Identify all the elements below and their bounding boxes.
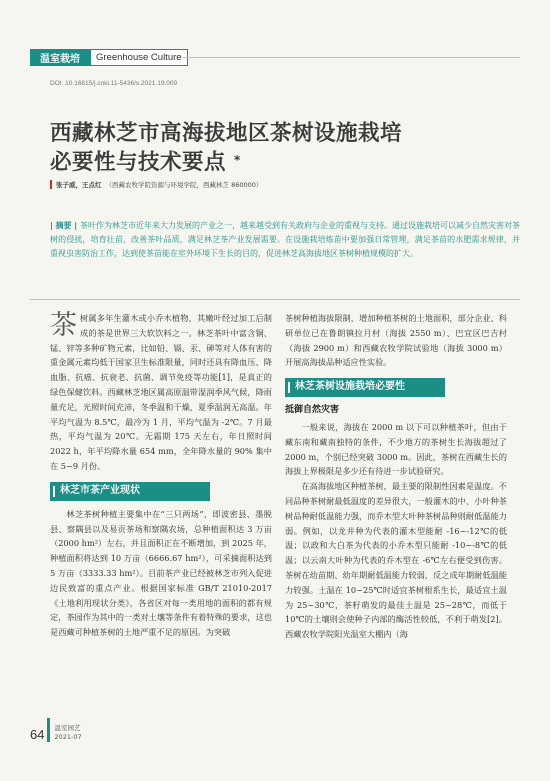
column-label-cn: 温室栽培	[30, 49, 90, 66]
author-affiliation: （西藏农牧学院资源与环境学院，西藏林芝 860000）	[105, 181, 263, 189]
abstract: | 摘要 | 茶叶作为林芝市近年来大力发展的产业之一，越来越受到有关政府与企业的重视与支持。通过设施栽培可以减少自然灾害对茶树的侵扰，培育壮苗，改善茶叶品质，满足林芝茶产业发展需要。在设施栽培炼苗中要加强日常管理，满足茶苗的水肥需求规律，并重视虫害防治工作，达到使茶苗能在室外环境下生长的目的，促进林芝高海拔地区茶树种植规模的扩大。	[50, 221, 521, 258]
column-label-en: Greenhouse Culture	[90, 49, 188, 66]
section-heading-industry: 林芝市茶产业现状	[50, 482, 210, 501]
author-accent-bar	[50, 180, 52, 189]
column-tag	[30, 49, 188, 66]
journal-meta	[54, 724, 81, 742]
altitude-paragraph: 一般来说，海拔在 2000 m 以下可以种植茶叶，但由于藏东南和藏南独特的条件，不少地方的茶树生长海拔超过了 2000 m，个别已经突破 3000 m。因此，茶树在西藏生长的海拔上界极限是多少还有待进一步试验研究。	[285, 421, 507, 477]
continued-paragraph: 茶树种植海拔限制，增加种植茶树的土地面积，部分企业、科研单位已在鲁朗镇拉月村（海拔 2550 m）、巴宜区巴吉村（海拔 2900 m）和西藏农牧学院试验地（海拔 3000 m）开展高海拔品种适应性实验。	[285, 313, 507, 368]
author-line	[50, 180, 262, 189]
industry-paragraph: 林芝茶树种植主要集中在“三只两场”，即波密县、墨脱县、察隅县以及易贡茶场和察隅农场，总种植面积达 3 万亩（2000 hm²）左右，并且面积正在不断增加，到 2025 年，种植面积将达到 10 万亩（6666.67 hm²），可采摘面积达到 5 万亩（3333.33 hm²）。目前茶产业已经被林芝市列入促进边民致富的重点产业。根据国家标准 GB/T 21010-2017《土地利用现状分类》，各省区对每一类用地的面积的都有规定，茶园作为其中的一类对土壤等条件有着特殊的要求，这也是西藏可种植茶树的土地严重不足的原因。为突破	[50, 508, 272, 638]
header-rule	[183, 57, 520, 58]
title-footnote-mark: *	[234, 153, 241, 167]
subheading-disaster: 抵御自然灾害	[285, 405, 340, 416]
temperature-paragraph: 在高海拔地区种植茶树，最主要的限制性因素是温度。不同品种茶树耐最低温度的差异很大，一般灌木的中、小叶种茶树品种耐低温能力强，而乔木型大叶种茶树品种则耐低温能力弱。例如，以龙井种为代表的灌木型能耐 -16~-12℃的低温；以政和大白茶为代表的小乔木型只能耐 -10~-8℃的低温；以云南大叶种为代表的乔木型在 -6℃左右便受到伤害。茶树在幼苗期、幼年期耐低温能力较弱，反之成年期耐低温能力较强。土温在 10~25℃时适宜茶树根系生长，最适宜土温为 25~30℃，茶籽萌发的最佳土温是 25~28℃，而低于 10℃的土壤则会使种子内部的酶活性较低，不利于萌发[2]。西藏农牧学院阳光温室大棚内（海	[285, 481, 507, 640]
abstract-text: 茶叶作为林芝市近年来大力发展的产业之一，越来越受到有关政府与企业的重视与支持。通过设施栽培可以减少自然灾害对茶树的侵扰，培育壮苗，改善茶叶品质，满足林芝茶产业发展需要。在设施栽培炼苗中要加强日常管理，满足茶苗的水肥需求规律，并重视虫害防治工作，达到使茶苗能在室外环境下生长的目的，促进林芝高海拔地区茶树种植规模的扩大。	[50, 221, 521, 258]
doi: DOI: 10.16815/j.cnki.11-5436/s.2021.19.009	[50, 80, 178, 87]
title-line-2: 必要性与技术要点	[50, 150, 227, 175]
footer-accent-bar	[47, 718, 50, 742]
page-footer	[30, 718, 82, 742]
drop-cap: 茶	[50, 310, 77, 341]
article-title	[50, 119, 510, 177]
journal-issue: 2021-07	[54, 733, 82, 741]
title-line-1: 西藏林芝市高海拔地区茶树设施栽培	[50, 121, 403, 146]
intro-paragraph: 茶树属多年生灌木或小乔木植物，其嫩叶经过加工后制成的茶是世界三大软饮料之一。林芝茶叶中富含铜、锰、锌等多种矿物元素，比如铅、镉、汞、砷等对人体有害的重金属元素均低于国家卫生标准限量，同时还具有降血压、降血脂、抗癌、抗衰老、抗菌、调节免疫等功能[1]，是真正的绿色保健饮料。西藏林芝地区属高原温带湿润季风气候，降雨量充足，光照时间充沛，冬季温和干燥，夏季温润无高温。年平均气温为 8.5℃，最冷为 1 月，平均气温为 -2℃。7 月最热，平均气温为 20℃。无霜期 175 天左右，年日照时间 2022 h，年平均降水量 654 mm，全年降水量的 90% 集中在 5~9 月份。	[50, 310, 272, 471]
left-column	[50, 311, 272, 640]
right-column	[285, 311, 507, 642]
section-heading-necessity: 林芝茶树设施栽培必要性	[285, 378, 445, 397]
journal-name: 温室园艺	[54, 724, 81, 732]
page-number: 64	[30, 727, 45, 742]
section-divider	[30, 299, 520, 300]
author-names: 张子威，王点红	[56, 181, 102, 189]
abstract-label: 摘要	[55, 221, 72, 230]
